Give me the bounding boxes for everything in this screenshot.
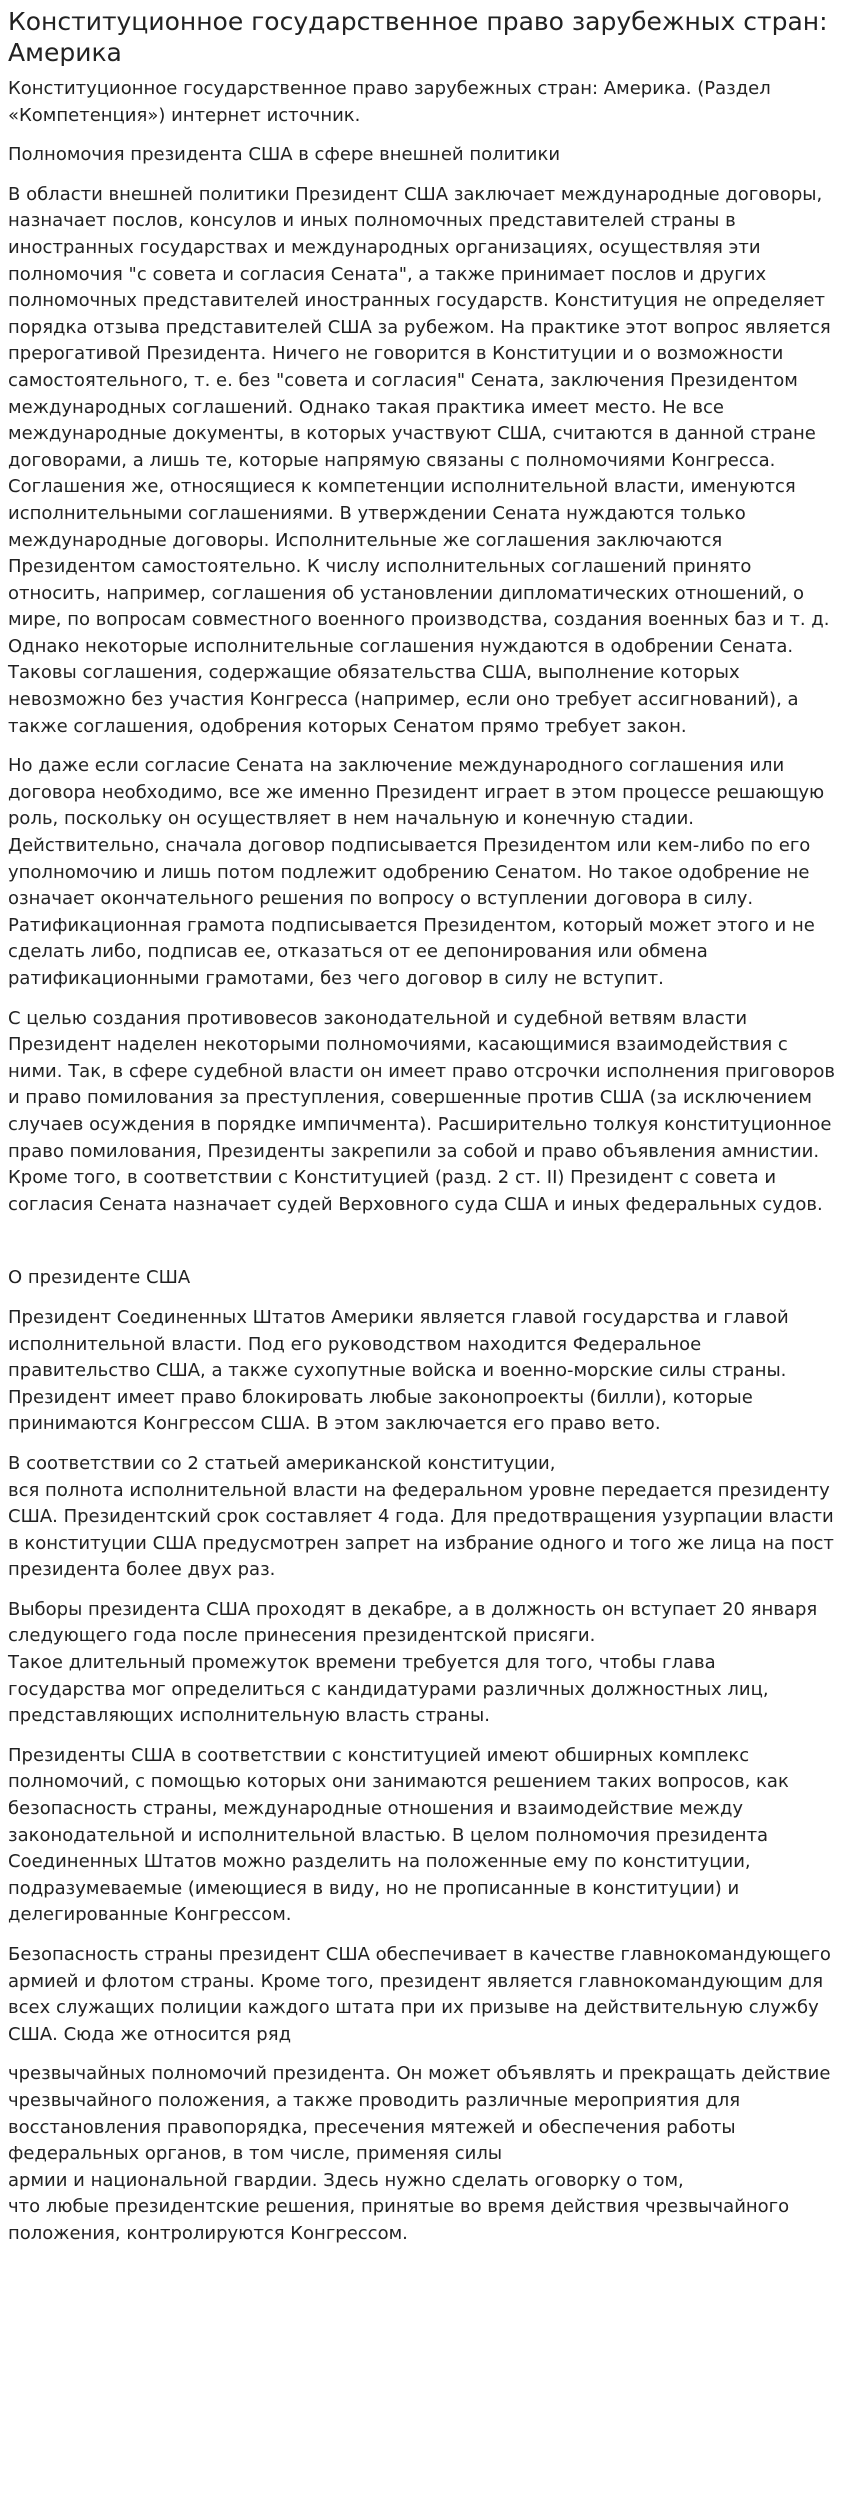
paragraph: Безопасность страны президент США обеспечивает в качестве главнокомандующего армией и флотом страны. Кроме того, президент является главнокомандующим для всех служащих полиции каждого штата при их призыве на действительную службу США. Сюда же относится ряд — [8, 1944, 831, 2045]
section-president-title: О президенте США — [8, 1267, 191, 1289]
paragraph: Выборы президента США проходят в декабре, а в должность он вступает 20 января следующего года после принесения президентской присяги. Такое длительный промежуток времени требуется для того, чтобы глава государства мог определиться с кандидатурами различных должностных лиц, представляющих исполнительную власть страны. — [8, 1598, 818, 1727]
paragraph: Но даже если согласие Сената на заключение международного соглашения или договора необходимо, все же именно Президент играет в этом процессе решающую роль, поскольку он осуществляет в нем начальную и конечную стадии. Действительно, сначала договор подписывается Президентом или кем-либо по его уполномочию и лишь потом подлежит одобрению Сенатом. Но такое одобрение не означает окончательного решения по вопросу о вступлении договора в силу. Ратификационная грамота подписывается Президентом, который может этого и не сделать либо, подписав ее, отказаться от ее депонирования или обмена ратификационными грамотами, без чего договор в силу не вступит. — [8, 755, 825, 989]
paragraph: Президент Соединенных Штатов Америки является главой государства и главой исполнительной власти. Под его руководством находится Федеральное правительство США, а также сухопутные войска и военно-морские силы страны. Президент имеет право блокировать любые законопроекты (билли), которые принимаются Конгрессом США. В этом заключается его право вето. — [8, 1306, 789, 1435]
section-foreign-policy-title: Полномочия президента США в сфере внешней политики — [8, 144, 561, 166]
paragraph: Президенты США в соответствии с конституцией имеют обширных комплекс полномочий, с помощью которых они занимаются решением таких вопросов, как безопасность страны, международные отношения и взаимодействие между законодательной и исполнительной властью. В целом полномочия президента Соединенных Штатов можно разделить на положенные ему по конституции, подразумеваемые (имеющиеся в виду, но не прописанные в конституции) и делегированные Конгрессом. — [8, 1744, 789, 1926]
paragraph: чрезвычайных полномочий президента. Он может объявлять и прекращать действие чрезвычайного положения, а также проводить различные мероприятия для восстановления правопорядка, пресечения мятежей и обеспечения работы федеральных органов, в том числе, применяя силы армии и национальной гвардии. Здесь нужно сделать оговорку о том, что любые президентские решения, принятые во время действия чрезвычайного положения, контролируются Конгрессом. — [8, 2063, 831, 2244]
paragraph: В соответствии со 2 статьей американской конституции, вся полнота исполнительной власти на федеральном уровне передается президенту США. Президентский срок составляет 4 года. Для предотвращения узурпации власти в конституции США предусмотрен запрет на избрание одного и того же лица на пост президента более двух раз. — [8, 1452, 834, 1581]
article-intro: Конституционное государственное право зарубежных стран: Америка. (Раздел «Компетенция») интернет источник. — [8, 78, 771, 126]
article-title: Конституционное государственное право зарубежных стран: Америка — [8, 7, 828, 67]
spacer — [8, 1231, 839, 1265]
paragraph: С целью создания противовесов законодательной и судебной ветвям власти Президент наделен некоторыми полномочиями, касающимися взаимодействия с ними. Так, в сфере судебной власти он имеет право отсрочки исполнения приговоров и право помилования за преступления, совершенные против США (за исключением случаев осуждения в порядке импичмента). Расширительно толкуя конституционное право помилования, Президенты закрепили за собой и право объявления амнистии. Кроме того, в соответствии с Конституцией (разд. 2 ст. II) Президент с совета и согласия Сената назначает судей Верховного суда США и иных федеральных судов. — [8, 1007, 835, 1215]
paragraph: В области внешней политики Президент США заключает международные договоры, назначает послов, консулов и иных полномочных представителей страны в иностранных государствах и международных организациях, осуществляя эти полномочия "с совета и согласия Сената", а также принимает послов и других полномочных представителей иностранных государств. Конституция не определяет порядка отзыва представителей США за рубежом. На практике этот вопрос является прерогативой Президента. Ничего не говорится в Конституции и о возможности самостоятельного, т. е. без "совета и согласия" Сената, заключения Президентом международных соглашений. Однако такая практика имеет место. Не все международные документы, в которых участвуют США, считаются в данной стране договорами, а лишь те, которые напрямую связаны с полномочиями Конгресса. Соглашения же, относящиеся к компетенции исполнительной власти, именуются исполнительными соглашениями. В утверждении Сената нуждаются только международные договоры. Исполнительные же соглашения заключаются Президентом самостоятельно. К числу исполнительных соглашений принято относить, например, соглашения об установлении дипломатических отношений, о мире, по вопросам совместного военного производства, создания военных баз и т. д. Однако некоторые исполнительные соглашения нуждаются в одобрении Сената. Таковы соглашения, содержащие обязательства США, выполнение которых невозможно без участия Конгресса (например, если оно требует ассигнований), а также соглашения, одобрения которых Сенатом прямо требует закон. — [8, 183, 831, 737]
